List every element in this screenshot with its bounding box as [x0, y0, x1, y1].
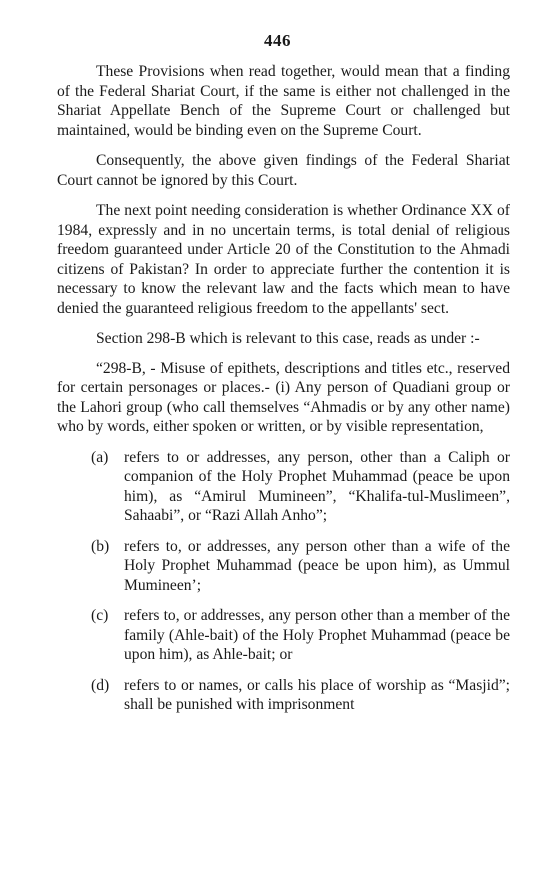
clause-a [57, 448, 510, 526]
clause-text: refers to, or addresses, any person other than a member of the family (Ahle-bait) of the Holy Prophet Muhammad (peace be upon him), as Ahle-bait; or [124, 607, 510, 663]
clause-label: (c) [91, 607, 109, 624]
page-number: 446 [264, 31, 291, 50]
clause-label: (a) [91, 448, 109, 466]
clause-b [57, 537, 510, 596]
clause-label: (b) [91, 537, 110, 555]
paragraph-shariat-court-finding: These Provisions when read together, would mean that a finding of the Federal Shariat Court, if the same is either not challenged in the Shariat Appellate Bench of the Supreme Court or challenged but maintained, would be binding even on the Supreme Court. [57, 63, 510, 139]
paragraph-section-298b-quote: “298-B, - Misuse of epithets, descriptions and titles etc., reserved for certain personages or places.- (i) Any person of Quadiani group or the Lahori group (who call themselves “Ahmadis or by any other name) who by words, either spoken or written, or by visible representation, [57, 359, 510, 435]
paragraph-findings-not-ignored: Consequently, the above given findings of the Federal Shariat Court cannot be ignored by this Court. [57, 152, 510, 189]
paragraph-section-298b-intro: Section 298-B which is relevant to this case, reads as under :- [96, 330, 480, 347]
page-body [57, 62, 510, 726]
paragraph-ordinance-xx-question: The next point needing consideration is whether Ordinance XX of 1984, expressly and in no uncertain terms, is total denial of religious freedom guaranteed under Article 20 of the Constitution to the Ahmadi citizens of Pakistan? In order to appreciate further the contention it is necessary to know the relevant law and the facts which mean to have denied the guaranteed religious freedom to the appellants' sect. [57, 202, 510, 317]
clause-text: refers to or addresses, any person, other than a Caliph or companion of the Holy Prophet Muhammad (peace be upon him), as “Amirul Mumineen”, “Khalifa-tul-Muslimeen”, Sahaabi”, or “Razi Allah Anho”; [124, 448, 510, 524]
clause-label: (d) [91, 676, 110, 694]
clause-text: refers to or names, or calls his place of worship as “Masjid”; shall be punished with imprisonment [124, 676, 510, 713]
clause-d [57, 676, 510, 715]
clause-c [57, 606, 510, 665]
clause-text: refers to, or addresses, any person other than a wife of the Holy Prophet Muhammad (peace be upon him), as Ummul Mumineen’; [124, 537, 510, 594]
